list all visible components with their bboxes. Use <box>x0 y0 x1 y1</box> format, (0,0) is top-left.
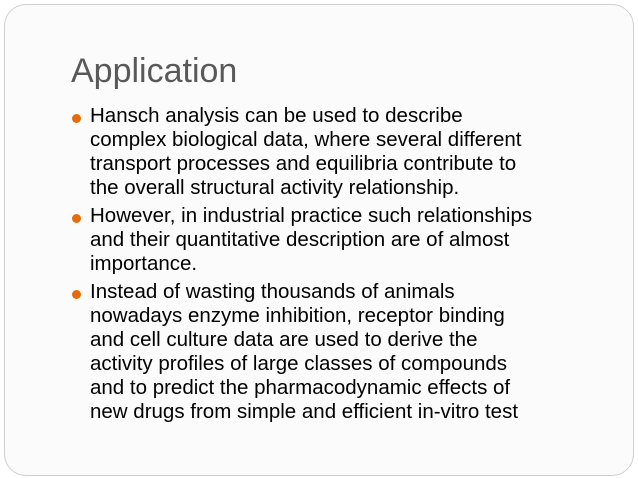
bullet-line: activity profiles of large classes of compounds <box>90 352 508 375</box>
bullet-list <box>71 104 611 428</box>
bullet-line: new drugs from simple and efficient in-vitro test <box>90 400 519 423</box>
bullet-item <box>71 204 611 276</box>
bullet-dot-icon <box>72 290 81 299</box>
bullet-dot-icon <box>72 214 81 223</box>
bullet-line: Instead of wasting thousands of animals <box>90 280 455 303</box>
bullet-line: However, in industrial practice such relationships <box>90 204 533 227</box>
bullet-line: and to predict the pharmacodynamic effects of <box>90 376 511 399</box>
bullet-line: complex biological data, where several different <box>90 128 522 151</box>
bullet-line: importance. <box>90 252 198 275</box>
bullet-dot-icon <box>72 114 81 123</box>
slide-title: Application <box>71 52 238 90</box>
bullet-line: Hansch analysis can be used to describe <box>90 104 463 127</box>
bullet-item <box>71 280 611 424</box>
bullet-line: the overall structural activity relationship. <box>90 176 460 199</box>
bullet-line: nowadays enzyme inhibition, receptor binding <box>90 304 505 327</box>
bullet-line: transport processes and equilibria contribute to <box>90 152 517 175</box>
bullet-line: and cell culture data are used to derive the <box>90 328 478 351</box>
bullet-item <box>71 104 611 200</box>
bullet-line: and their quantitative description are of almost <box>90 228 510 251</box>
